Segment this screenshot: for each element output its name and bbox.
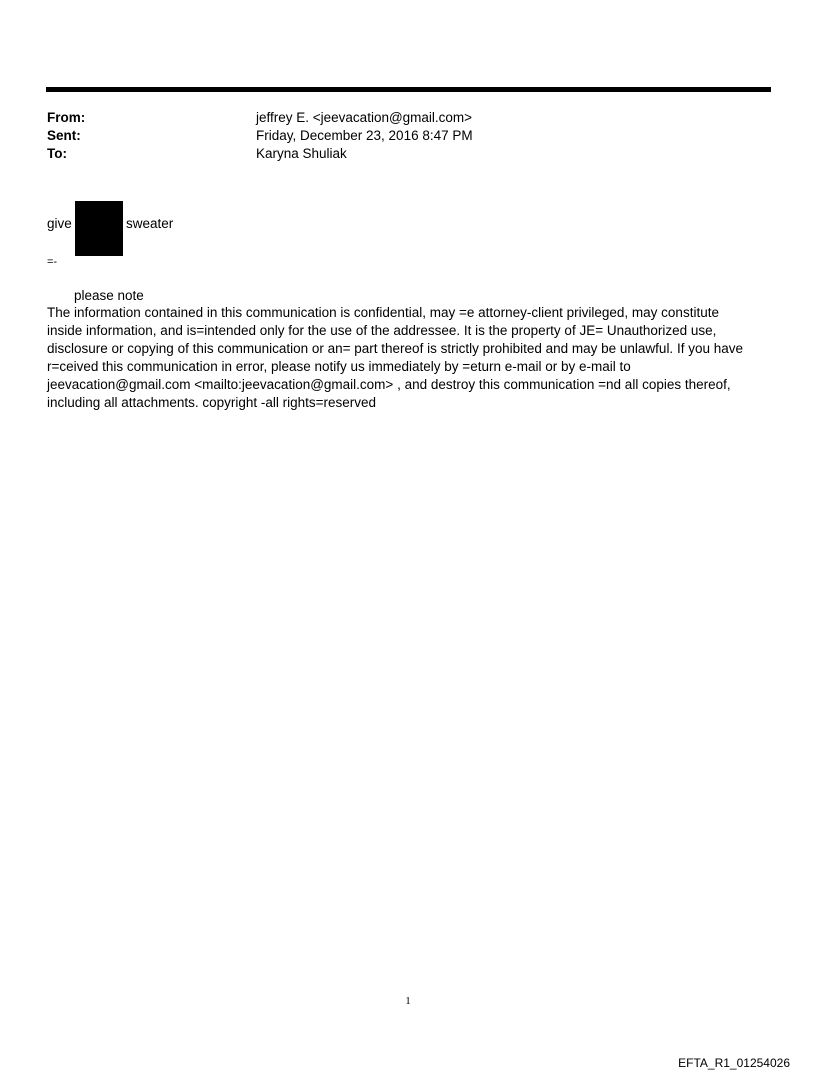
please-note-text: please note	[74, 288, 144, 303]
bates-number: EFTA_R1_01254026	[678, 1056, 790, 1070]
redaction-box	[75, 201, 123, 256]
from-value: jeffrey E. <jeevacation@gmail.com>	[256, 110, 473, 125]
body-text-separator: =-	[47, 256, 58, 268]
sent-value: Friday, December 23, 2016 8:47 PM	[256, 128, 473, 143]
to-label: To:	[47, 146, 67, 161]
header-divider	[46, 87, 771, 92]
body-text-sweater: sweater	[126, 216, 174, 231]
disclaimer-line: jeevacation@gmail.com <mailto:jeevacation@gmail.com> , and destroy this communication =nd all copies thereof,	[47, 377, 731, 392]
from-label: From:	[47, 110, 86, 125]
disclaimer-line: inside information, and is=intended only for the use of the addressee. It is the property of JE= Unauthorized use,	[47, 323, 717, 338]
disclaimer-line: r=ceived this communication in error, please notify us immediately by =eturn e-mail or by e-mail to	[47, 359, 631, 374]
body-text-give: give	[47, 216, 72, 231]
disclaimer-line: The information contained in this communication is confidential, may =e attorney-client privileged, may constitute	[47, 305, 719, 320]
disclaimer-line: including all attachments. copyright -all rights=reserved	[47, 395, 377, 410]
disclaimer-line: disclosure or copying of this communication or an= part thereof is strictly prohibited and may be unlawful. If you have	[47, 341, 743, 356]
page-number: 1	[405, 995, 411, 1007]
confidentiality-disclaimer	[47, 304, 762, 412]
sent-label: Sent:	[47, 128, 81, 143]
to-value: Karyna Shuliak	[256, 146, 347, 161]
